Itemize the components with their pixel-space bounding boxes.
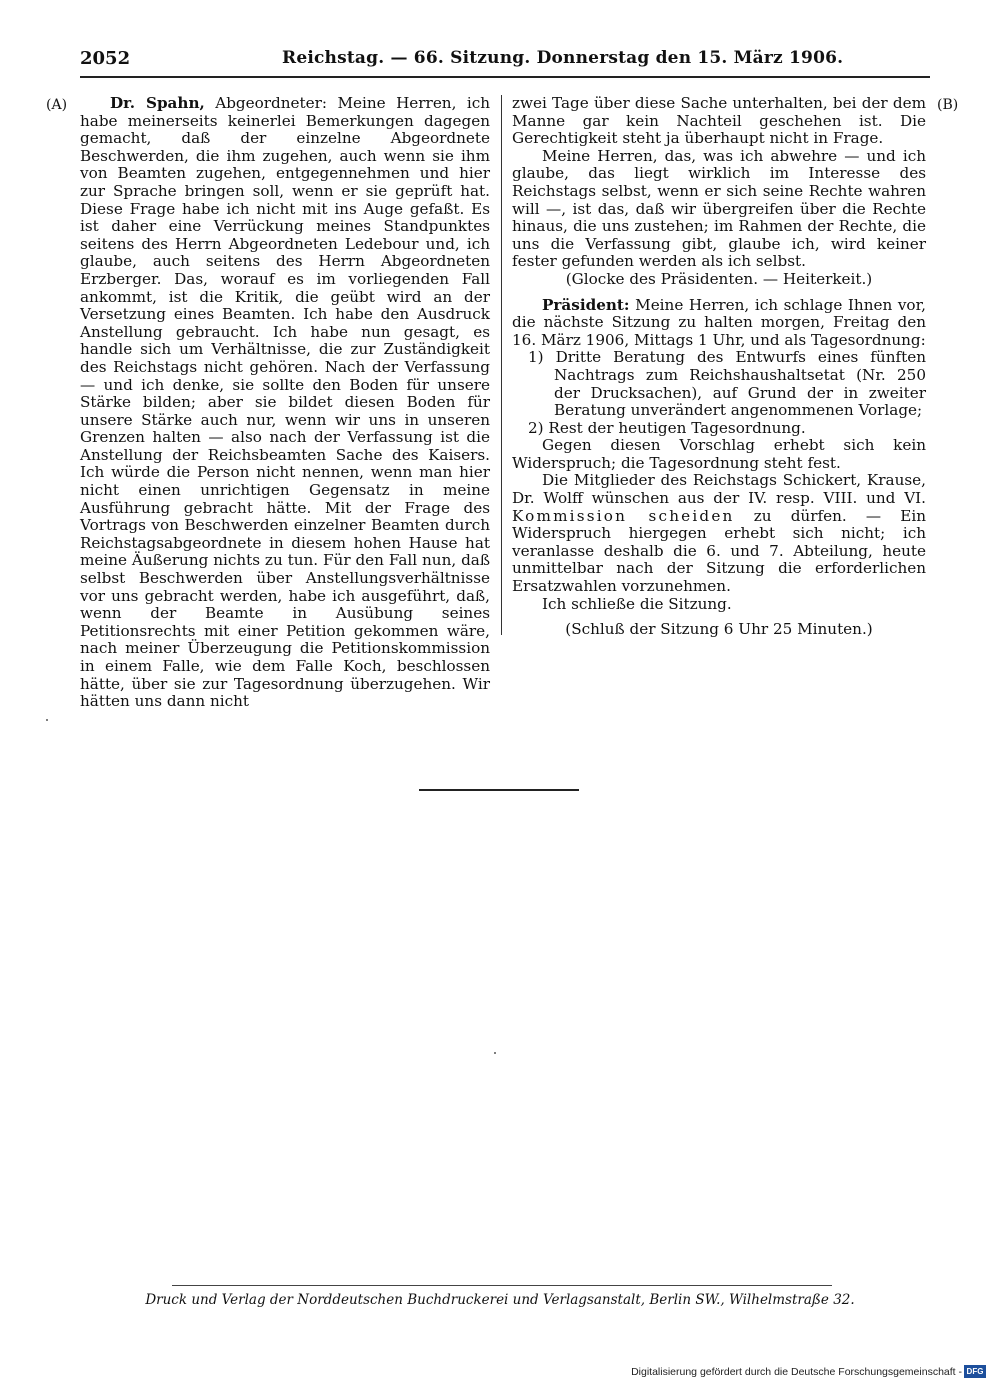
members-paragraph [512,472,926,595]
section-end-rule [419,789,579,791]
running-head: Reichstag. — 66. Sitzung. Donnerstag den 15. März 1906. [282,48,844,68]
spahn-speech-paragraph [80,95,490,711]
footer-rule [172,1285,832,1286]
speech-text: Meine Herren, ich habe meinerseits keinerlei Bemerkungen dagegen gemacht, daß der einzelne Abgeordnete Beschwerden, die ihm zugehen, auch wenn sie ihm von Beamten zugehen, entgegennehmen und hier zur Sprache bringen soll, wenn er sie geprüft hat. Diese Frage habe ich nicht mit ins Auge gefaßt. Es ist daher eine Verrückung meines Standpunktes seitens des Herrn Abgeordneten Ledebour und, ich glaube, auch seitens des Herrn Abgeordneten Erzberger. Das, worauf es im vorliegenden Fall ankommt, ist die Kritik, die geübt wird an der Versetzung eines Beamten. Ich habe den Ausdruck Anstellung gebraucht. Ich habe nun gesagt, es handle sich um Verhältnisse, die zur Zuständigkeit des Reichstags nicht gehören. Nach der Verfassung — und ich denke, sie sollte den Boden für unsere Stärke bilden; aber sie bildet diesen Boden für unsere Stärke auch nur, wenn wir uns in unseren Grenzen halten — also nach der Verfassung ist die Anstellung der Reichsbeamten Sache des Kaisers. Ich würde die Person nicht nennen, wenn man hier nicht einen unrichtigen Gegensatz in meine Ausführung gebracht hätte. Mit der Frage des Vortrags von Beschwerden einzelner Beamten durch Reichstagsabgeordnete in diesem hohen Hause hat meine Äußerung nichts zu tun. Für den Fall nun, daß selbst Beschwerden über Anstellungsverhältnisse vor uns gebracht werden, habe ich ausgeführt, daß, wenn der Beamte in Ausübung seines Petitionsrechts mit einer Petition gekommen wäre, nach meiner Überzeugung die Petitionskommission in einem Falle, wie dem Falle Koch, beschlossen hätte, über sie zur Tagesordnung überzugehen. Wir hätten uns dann nicht [80,94,491,711]
continuation-paragraph: zwei Tage über diese Sache unterhalten, bei der dem Manne gar kein Nachteil geschehen ist. Die Gerechtigkeit steht ja überhaupt nicht in Frage. [512,94,926,148]
digitization-credit: Digitalisierung gefördert durch die Deutsche Forschungsgemeinschaft - [631,1366,962,1378]
president-paragraph [512,297,926,350]
stage-direction: (Glocke des Präsidenten. — Heiterkeit.) [565,269,873,288]
column-divider [501,95,502,635]
left-column [80,95,490,711]
speck [46,719,48,721]
agenda-item: 2) Rest der heutigen Tagesordnung. [528,418,806,437]
closing-paragraph: Ich schließe die Sitzung. [542,594,732,613]
agenda-item: 1) Dritte Beratung des Entwurfs eines fünften Nachtrags zum Reichshaushaltsetat (Nr. 250 der Drucksachen), auf Grund der in zweiter Beratung unverändert angenommenen Vorlage; [528,348,926,420]
margin-mark-a: (A) [46,97,68,113]
speaker-role: Abgeordneter: [215,94,327,112]
speaker-name: Dr. Spahn, [110,94,205,112]
page-number: 2052 [80,48,131,69]
objection-paragraph: Gegen diesen Vorschlag erhebt sich kein Widerspruch; die Tagesordnung steht fest. [512,436,926,472]
members-text-2: zu dürfen. — Ein Widerspruch hiergegen erhebt sich nicht; ich veranlasse deshalb die 6. und 7. Abteilung, heute unmittelbar nach der Sitzung die erforderlichen Ersatzwahlen vorzunehmen. [512,506,926,596]
president-label: Präsident: [542,295,630,314]
page-header [72,48,932,74]
imprint: Druck und Verlag der Norddeutschen Buchdruckerei und Verlagsanstalt, Berlin SW., Wilhelmstraße 32. [145,1292,855,1308]
speck [494,1052,496,1054]
members-spaced-text: Kommission scheiden [512,506,735,525]
dfg-logo: DFG [964,1365,986,1378]
members-text-1: Die Mitglieder des Reichstags Schickert, Krause, Dr. Wolff wünschen aus der IV. resp. VIII. und VI. [512,471,926,508]
paragraph-rights: Meine Herren, das, was ich abwehre — und ich glaube, das liegt wirklich im Interesse des Reichstags selbst, wenn er sich seine Rechte wahren will —, ist das, daß wir übergreifen über die Rechte hinaus, die uns zustehen; im Rahmen der Rechte, die uns die Verfassung gibt, glaube ich, wird keiner fester gefunden werden als ich selbst. [512,146,926,271]
president-speech: Meine Herren, ich schlage Ihnen vor, die nächste Sitzung zu halten morgen, Freitag den 16. März 1906, Mittags 1 Uhr, und als Tagesordnung: [512,295,926,349]
header-rule [80,76,930,78]
end-note: (Schluß der Sitzung 6 Uhr 25 Minuten.) [565,620,873,639]
margin-mark-b: (B) [937,97,959,113]
right-column [512,95,926,639]
